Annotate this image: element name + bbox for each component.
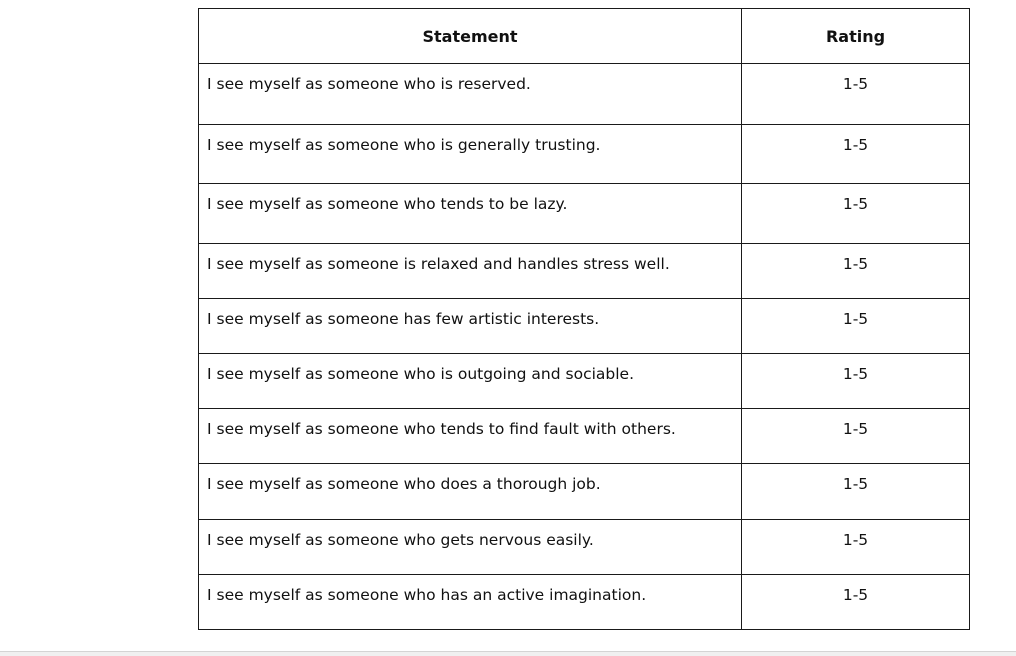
rating-cell: 1-5 (742, 244, 970, 299)
table-row (199, 354, 970, 409)
rating-cell: 1-5 (742, 354, 970, 409)
page-bottom-divider (0, 651, 1016, 656)
statement-cell: I see myself as someone is relaxed and handles stress well. (199, 244, 742, 299)
rating-cell: 1-5 (742, 64, 970, 125)
table-row (199, 125, 970, 184)
header-statement: Statement (199, 9, 742, 64)
rating-cell: 1-5 (742, 125, 970, 184)
statement-cell: I see myself as someone who gets nervous easily. (199, 520, 742, 575)
rating-cell: 1-5 (742, 409, 970, 464)
table-row (199, 464, 970, 520)
table-row (199, 244, 970, 299)
statement-cell: I see myself as someone who is generally trusting. (199, 125, 742, 184)
rating-cell: 1-5 (742, 184, 970, 244)
rating-cell: 1-5 (742, 575, 970, 630)
table-header-row (199, 9, 970, 64)
table-row (199, 520, 970, 575)
header-rating: Rating (742, 9, 970, 64)
statement-cell: I see myself as someone who tends to be lazy. (199, 184, 742, 244)
statement-cell: I see myself as someone who does a thorough job. (199, 464, 742, 520)
table-row (199, 64, 970, 125)
personality-table (198, 8, 970, 630)
rating-cell: 1-5 (742, 520, 970, 575)
rating-cell: 1-5 (742, 299, 970, 354)
statement-cell: I see myself as someone who is reserved. (199, 64, 742, 125)
statement-cell: I see myself as someone who has an active imagination. (199, 575, 742, 630)
table-row (199, 575, 970, 630)
rating-cell: 1-5 (742, 464, 970, 520)
statement-cell: I see myself as someone who tends to find fault with others. (199, 409, 742, 464)
table-row (199, 299, 970, 354)
table-row (199, 184, 970, 244)
table-row (199, 409, 970, 464)
statement-cell: I see myself as someone who is outgoing and sociable. (199, 354, 742, 409)
statement-cell: I see myself as someone has few artistic interests. (199, 299, 742, 354)
